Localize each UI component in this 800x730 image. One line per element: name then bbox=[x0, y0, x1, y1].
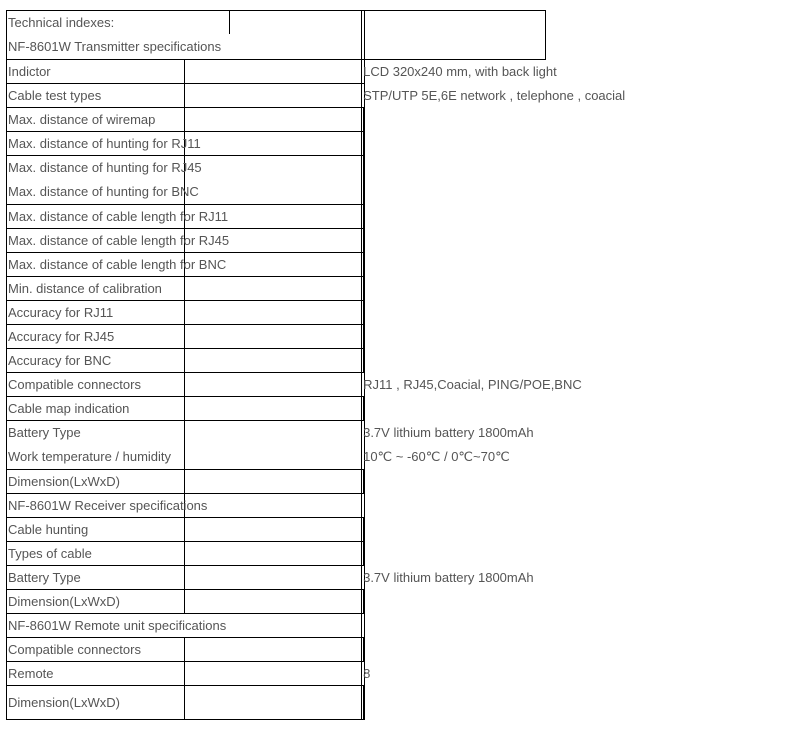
spec-label: Dimension(LxWxD) bbox=[7, 686, 185, 720]
table-row bbox=[7, 638, 546, 662]
spec-value bbox=[362, 614, 365, 638]
empty-cell bbox=[363, 349, 365, 373]
spec-value: LCD 320x240 mm, with back light bbox=[362, 60, 365, 84]
table-title: Technical indexes: bbox=[8, 15, 115, 30]
empty-cell bbox=[184, 494, 362, 518]
empty-cell bbox=[184, 470, 362, 494]
table-row bbox=[7, 253, 546, 277]
empty-cell bbox=[184, 542, 362, 566]
empty-cell bbox=[184, 156, 362, 205]
technical-index-table bbox=[6, 10, 626, 720]
empty-cell bbox=[184, 84, 362, 108]
spec-label: Accuracy for RJ45 bbox=[7, 325, 185, 349]
empty-cell bbox=[363, 156, 365, 205]
spec-value-group bbox=[362, 421, 534, 470]
table-row bbox=[7, 277, 546, 301]
table-row bbox=[7, 84, 546, 108]
empty-cell bbox=[363, 518, 365, 542]
empty-cell bbox=[184, 108, 362, 132]
table-row bbox=[7, 60, 546, 84]
empty-cell bbox=[363, 229, 365, 253]
spec-value: RJ11 , RJ45,Coacial, PING/POE,BNC bbox=[362, 373, 365, 397]
spec-label: Accuracy for RJ11 bbox=[7, 301, 185, 325]
table-row bbox=[7, 614, 546, 638]
table-row bbox=[7, 349, 546, 373]
table-row bbox=[7, 590, 546, 614]
spec-label: Max. distance of hunting for RJ11 bbox=[7, 132, 185, 156]
table-row bbox=[7, 156, 546, 205]
spec-label: Max. distance of cable length for RJ11 bbox=[7, 205, 185, 229]
empty-cell bbox=[184, 662, 362, 686]
spec-value bbox=[362, 494, 365, 518]
empty-cell bbox=[184, 518, 362, 542]
spec-label: Remote bbox=[7, 662, 185, 686]
empty-cell bbox=[363, 301, 365, 325]
spec-label: Max. distance of hunting for RJ45 bbox=[8, 160, 202, 175]
empty-cell bbox=[184, 566, 362, 590]
spec-table bbox=[6, 10, 626, 720]
spec-label: Max. distance of wiremap bbox=[7, 108, 185, 132]
empty-cell bbox=[184, 397, 362, 421]
table-row bbox=[7, 566, 546, 590]
empty-cell bbox=[184, 325, 362, 349]
table-row bbox=[7, 470, 546, 494]
empty-cell bbox=[184, 301, 362, 325]
table-row bbox=[7, 518, 546, 542]
empty-cell bbox=[363, 325, 365, 349]
empty-cell bbox=[184, 349, 362, 373]
spec-label-group bbox=[7, 156, 202, 205]
spec-label: Indictor bbox=[7, 60, 185, 84]
spec-label: Max. distance of hunting for BNC bbox=[8, 184, 199, 199]
table-row bbox=[7, 132, 546, 156]
spec-label: Work temperature / humidity bbox=[8, 449, 172, 464]
partial-divider bbox=[229, 10, 230, 34]
spec-value: 10℃ ~ -60℃ / 0℃~70℃ bbox=[363, 449, 510, 464]
spec-label: Accuracy for BNC bbox=[7, 349, 185, 373]
table-row bbox=[7, 421, 546, 470]
spec-label: Compatible connectors bbox=[7, 638, 185, 662]
receiver-section-title: NF-8601W Receiver specifications bbox=[7, 494, 185, 518]
spec-label-group bbox=[7, 421, 185, 470]
empty-cell bbox=[363, 132, 365, 156]
table-row bbox=[7, 301, 546, 325]
spec-label: Types of cable bbox=[7, 542, 185, 566]
spec-label: Max. distance of cable length for RJ45 bbox=[7, 229, 185, 253]
spec-label: Compatible connectors bbox=[7, 373, 185, 397]
table-row bbox=[7, 373, 546, 397]
spec-label: Cable test types bbox=[7, 84, 185, 108]
empty-cell bbox=[363, 686, 365, 720]
empty-cell bbox=[363, 253, 365, 277]
empty-cell bbox=[184, 60, 362, 84]
remote-section-title: NF-8601W Remote unit specifications bbox=[7, 614, 362, 638]
empty-cell bbox=[363, 470, 365, 494]
empty-cell bbox=[184, 132, 362, 156]
empty-cell bbox=[363, 108, 365, 132]
spec-label: Battery Type bbox=[7, 566, 185, 590]
table-row bbox=[7, 108, 546, 132]
empty-cell bbox=[365, 11, 546, 60]
empty-cell bbox=[363, 205, 365, 229]
table-row bbox=[7, 205, 546, 229]
spec-value: 8 bbox=[362, 662, 365, 686]
empty-cell bbox=[184, 373, 362, 397]
empty-cell bbox=[363, 590, 365, 614]
spec-label: Battery Type bbox=[8, 425, 81, 440]
spec-label: Min. distance of calibration bbox=[7, 277, 185, 301]
table-row bbox=[7, 229, 546, 253]
table-row bbox=[7, 11, 546, 60]
empty-cell bbox=[184, 686, 362, 720]
empty-cell bbox=[184, 277, 362, 301]
spec-value: 3.7V lithium battery 1800mAh bbox=[363, 425, 534, 440]
spec-label: Dimension(LxWxD) bbox=[7, 470, 185, 494]
empty-cell bbox=[184, 638, 362, 662]
spec-value: 3.7V lithium battery 1800mAh bbox=[362, 566, 365, 590]
table-row bbox=[7, 686, 546, 720]
table-row bbox=[7, 662, 546, 686]
empty-cell bbox=[363, 542, 365, 566]
title-cell bbox=[7, 11, 362, 60]
empty-cell bbox=[363, 277, 365, 301]
spec-label: Max. distance of cable length for BNC bbox=[7, 253, 185, 277]
spec-value: STP/UTP 5E,6E network , telephone , coacial bbox=[362, 84, 365, 108]
spec-label: Cable hunting bbox=[7, 518, 185, 542]
table-row bbox=[7, 542, 546, 566]
empty-cell bbox=[184, 590, 362, 614]
table-row bbox=[7, 397, 546, 421]
table-row bbox=[7, 494, 546, 518]
table-row bbox=[7, 325, 546, 349]
spec-label: Dimension(LxWxD) bbox=[7, 590, 185, 614]
transmitter-section-title: NF-8601W Transmitter specifications bbox=[8, 39, 222, 54]
empty-cell bbox=[363, 638, 365, 662]
empty-cell bbox=[363, 397, 365, 421]
spec-label: Cable map indication bbox=[7, 397, 185, 421]
